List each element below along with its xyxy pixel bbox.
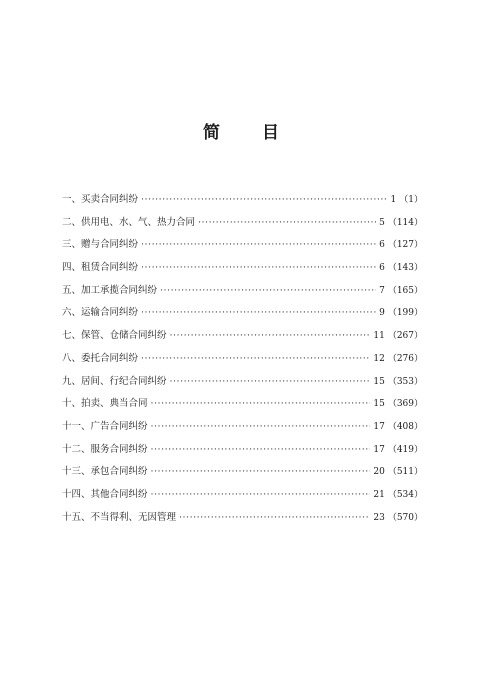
- toc-entry[interactable]: [62, 373, 423, 396]
- toc-entry-original-page: （369）: [387, 399, 423, 410]
- dot-leader: [141, 262, 376, 273]
- toc-entry-page: 15: [373, 376, 385, 387]
- toc-entry-original-page: （267）: [387, 331, 423, 342]
- toc-entry[interactable]: [62, 304, 423, 327]
- toc-entry-page: 9: [379, 308, 385, 319]
- toc-entry[interactable]: [62, 418, 423, 441]
- toc-entry-original-page: （165）: [387, 285, 423, 296]
- dot-leader: [170, 376, 371, 387]
- toc-entry[interactable]: [62, 395, 423, 418]
- toc-entry-page: 20: [373, 467, 385, 478]
- toc-entry-label: 五、加工承揽合同纠纷: [62, 284, 158, 296]
- toc-entry-original-page: （199）: [387, 308, 423, 319]
- toc-entry-label: 十三、承包合同纠纷: [62, 466, 148, 478]
- toc-entry-page: 17: [373, 444, 385, 455]
- dot-leader: [141, 307, 376, 318]
- dot-leader: [141, 194, 388, 205]
- toc-entry-original-page: （570）: [387, 512, 423, 523]
- toc-entry-original-page: （534）: [387, 489, 423, 500]
- dot-leader: [151, 421, 371, 432]
- toc-entry-page: 21: [373, 489, 385, 500]
- dot-leader: [151, 398, 371, 409]
- dot-leader: [151, 466, 371, 477]
- dot-leader: [151, 444, 371, 455]
- dot-leader: [141, 239, 376, 250]
- toc-entry-original-page: （419）: [387, 444, 423, 455]
- toc-entry-page: 15: [373, 399, 385, 410]
- toc-entry-label: 十二、服务合同纠纷: [62, 443, 148, 455]
- toc-entry-label: 三、赠与合同纠纷: [62, 239, 139, 251]
- dot-leader: [179, 512, 370, 523]
- toc-entry[interactable]: [62, 486, 423, 509]
- toc-entry-original-page: （408）: [387, 421, 423, 432]
- toc-entry[interactable]: [62, 327, 423, 350]
- toc-entry-label: 七、保管、仓储合同纠纷: [62, 330, 167, 342]
- toc-entry-label: 十五、不当得利、无因管理: [62, 511, 177, 523]
- dot-leader: [151, 489, 371, 500]
- toc-entry-original-page: （143）: [387, 263, 423, 274]
- toc-entry-page: 1: [390, 195, 397, 205]
- toc-entry-label: 四、租赁合同纠纷: [62, 262, 139, 274]
- toc-entry-page: 12: [373, 353, 385, 364]
- toc-entry-label: 十四、其他合同纠纷: [62, 488, 148, 500]
- dot-leader: [170, 330, 371, 341]
- toc-entry-label: 十一、广告合同纠纷: [62, 420, 148, 432]
- toc-entry[interactable]: [62, 259, 423, 282]
- toc-entry[interactable]: [62, 441, 423, 464]
- toc-entry-original-page: （1）: [399, 195, 423, 205]
- toc-entry-page: 6: [379, 240, 385, 251]
- toc-entry-original-page: （114）: [387, 217, 423, 228]
- toc-entry-page: 17: [373, 421, 385, 432]
- toc-entry[interactable]: [62, 509, 423, 532]
- toc-entry-label: 九、居间、行纪合同纠纷: [62, 375, 167, 387]
- toc-entry-page: 11: [373, 331, 385, 342]
- toc-entry-page: 23: [373, 512, 385, 523]
- toc-entry-original-page: （353）: [387, 376, 423, 387]
- toc-entry[interactable]: [62, 191, 423, 214]
- toc-entry-label: 二、供用电、水、气、热力合同: [62, 216, 196, 228]
- toc-entry-label: 六、运输合同纠纷: [62, 307, 139, 319]
- toc-entry-page: 5: [379, 217, 385, 228]
- toc-entry-original-page: （276）: [387, 353, 423, 364]
- toc-entry-original-page: （127）: [387, 240, 423, 251]
- dot-leader: [141, 353, 370, 364]
- toc-entry-label: 八、委托合同纠纷: [62, 352, 139, 364]
- toc-entry[interactable]: [62, 282, 423, 305]
- toc-entry-label: 一、买卖合同纠纷: [62, 194, 139, 205]
- toc-entry[interactable]: [62, 350, 423, 373]
- dot-leader: [160, 285, 376, 296]
- table-of-contents: [62, 191, 423, 531]
- toc-entry-page: 7: [379, 285, 385, 296]
- toc-entry[interactable]: [62, 236, 423, 259]
- toc-entry-label: 十、拍卖、典当合同: [62, 398, 148, 410]
- toc-entry-page: 6: [379, 263, 385, 274]
- toc-entry[interactable]: [62, 463, 423, 486]
- toc-entry[interactable]: [62, 214, 423, 237]
- page-title: 简 目: [203, 123, 297, 143]
- toc-entry-original-page: （511）: [387, 467, 423, 478]
- dot-leader: [198, 217, 376, 228]
